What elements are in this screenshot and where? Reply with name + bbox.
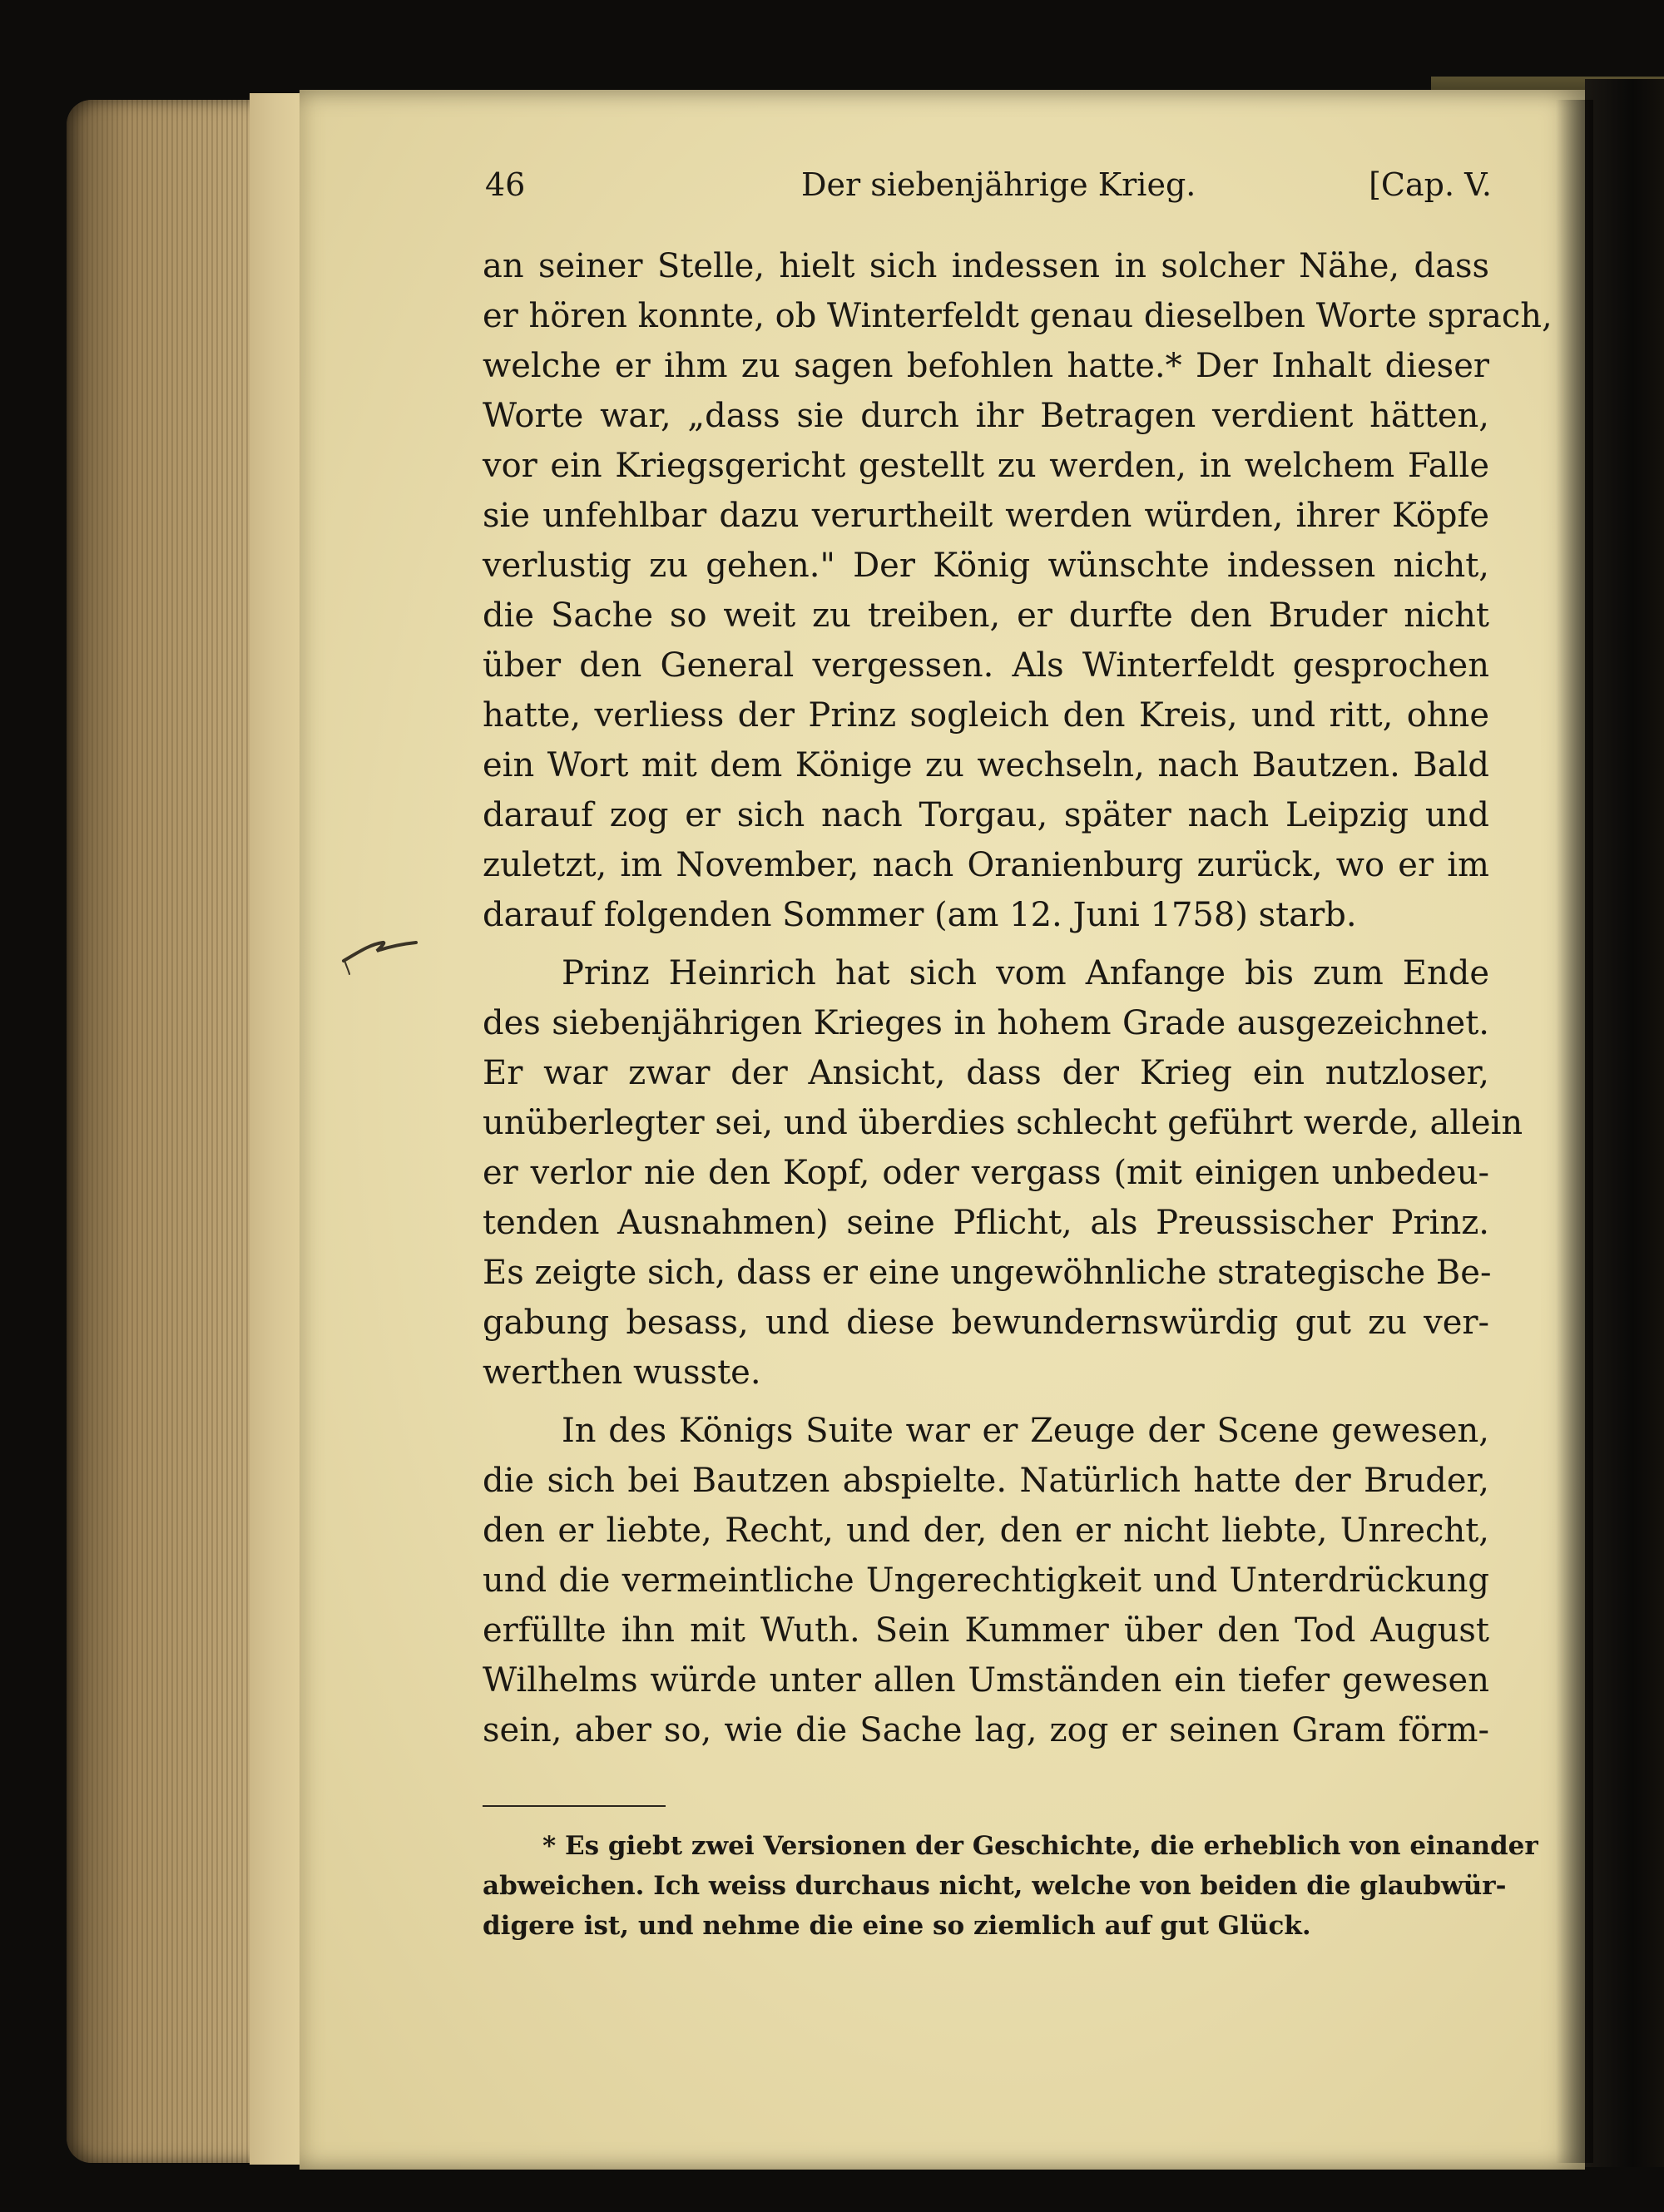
chapter-label: [Cap. V. xyxy=(1369,166,1492,203)
text-line: darauf zog er sich nach Torgau, später nach Leipzig und xyxy=(483,796,1489,834)
book-cover-right xyxy=(1585,79,1664,2167)
text-line: und die vermeintliche Ungerechtigkeit und Unterdrückung xyxy=(483,1561,1489,1600)
text-line: vor ein Kriegsgericht gestellt zu werden, in welchem Falle xyxy=(483,447,1489,485)
pencil-mark-icon xyxy=(337,919,437,977)
footnote-line: * Es giebt zwei Versionen der Geschichte, die erheblich von einander xyxy=(542,1831,1538,1861)
text-line: In des Königs Suite war er Zeuge der Scene gewesen, xyxy=(562,1412,1489,1450)
text-line: gabung besass, und diese bewundernswürdig gut zu ver- xyxy=(483,1304,1489,1342)
text-line: welche er ihm zu sagen befohlen hatte.* Der Inhalt dieser xyxy=(483,347,1489,385)
gutter-shadow xyxy=(1556,100,1593,2163)
text-line: über den General vergessen. Als Winterfeldt gesprochen xyxy=(483,646,1489,685)
text-line: Er war zwar der Ansicht, dass der Krieg ein nutzloser, xyxy=(483,1054,1489,1092)
text-line: Es zeigte sich, dass er eine ungewöhnliche strategische Be- xyxy=(483,1254,1492,1292)
text-line: er hören konnte, ob Winterfeldt genau dieselben Worte sprach, xyxy=(483,297,1553,335)
text-line: Wilhelms würde unter allen Umständen ein tiefer gewesen xyxy=(483,1661,1489,1700)
body-text xyxy=(483,241,1553,1755)
running-title: Der siebenjährige Krieg. xyxy=(801,166,1196,203)
text-line: des siebenjährigen Krieges in hohem Grade ausgezeichnet. xyxy=(483,1004,1489,1042)
text-line: sein, aber so, wie die Sache lag, zog er seinen Gram förm- xyxy=(483,1711,1489,1749)
text-line: erfüllte ihn mit Wuth. Sein Kummer über den Tod August xyxy=(483,1611,1489,1650)
text-line: werthen wusste. xyxy=(483,1353,761,1392)
text-line: zuletzt, im November, nach Oranienburg zurück, wo er im xyxy=(483,846,1489,884)
text-line: unüberlegter sei, und überdies schlecht geführt werde, allein xyxy=(483,1104,1523,1142)
footnote-rule xyxy=(483,1805,666,1807)
running-header xyxy=(485,166,1492,216)
text-line: die sich bei Bautzen abspielte. Natürlich hatte der Bruder, xyxy=(483,1462,1489,1500)
text-line: Worte war, „dass sie durch ihr Betragen verdient hätten, xyxy=(483,397,1489,435)
text-line: sie unfehlbar dazu verurtheilt werden würden, ihrer Köpfe xyxy=(483,497,1489,535)
text-line: verlustig zu gehen." Der König wünschte indessen nicht, xyxy=(483,547,1489,585)
text-line: ein Wort mit dem Könige zu wechseln, nach Bautzen. Bald xyxy=(483,746,1489,784)
text-line: den er liebte, Recht, und der, den er nicht liebte, Unrecht, xyxy=(483,1512,1489,1550)
text-line: an seiner Stelle, hielt sich indessen in solcher Nähe, dass xyxy=(483,247,1489,285)
footnote-line: digere ist, und nehme die eine so ziemlich auf gut Glück. xyxy=(483,1911,1311,1941)
text-line: die Sache so weit zu treiben, er durfte den Bruder nicht xyxy=(483,596,1489,635)
page-stack-inner-edge xyxy=(250,93,300,2165)
footnote-line: abweichen. Ich weiss durchaus nicht, welche von beiden die glaubwür- xyxy=(483,1871,1507,1901)
text-line: tenden Ausnahmen) seine Pflicht, als Preussischer Prinz. xyxy=(483,1204,1489,1242)
page-number: 46 xyxy=(485,166,526,203)
text-line: hatte, verliess der Prinz sogleich den Kreis, und ritt, ohne xyxy=(483,696,1489,735)
text-line: darauf folgenden Sommer (am 12. Juni 1758) starb. xyxy=(483,896,1357,934)
text-line: er verlor nie den Kopf, oder vergass (mit einigen unbedeu- xyxy=(483,1154,1489,1192)
footnote xyxy=(483,1826,1538,1946)
text-line: Prinz Heinrich hat sich vom Anfange bis zum Ende xyxy=(562,954,1489,992)
